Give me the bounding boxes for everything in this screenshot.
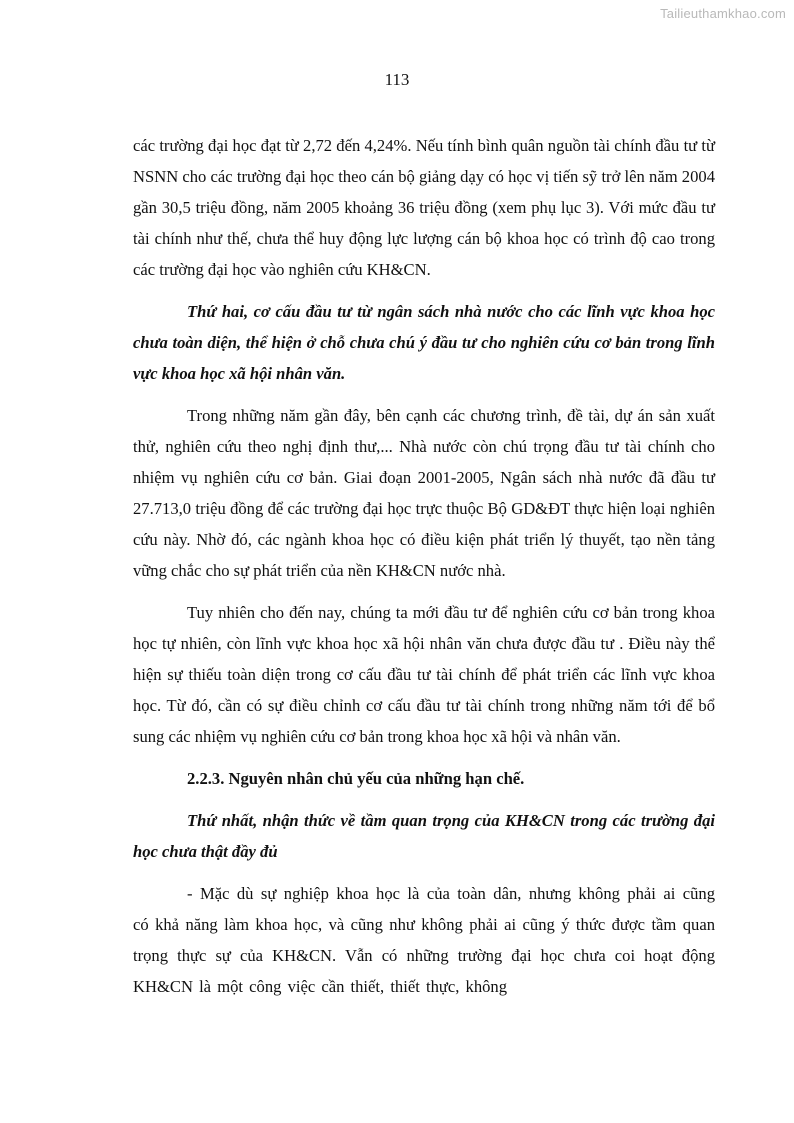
heading-first-point: Thứ nhất, nhận thức về tầm quan trọng của KH&CN trong các trường đại học chưa thật đầy đủ xyxy=(133,811,715,861)
watermark-text: Tailieuthamkhao.com xyxy=(660,6,786,21)
paragraph-awareness: - Mặc dù sự nghiệp khoa học là của toàn dân, nhưng không phải ai cũng có khả năng làm khoa học, và cũng như không phải ai cũng ý thức được tầm quan trọng thực sự của KH&CN. Vẫn có những trường đại học chưa coi hoạt động KH&CN là một công việc cần thiết, thiết thực, không xyxy=(133,884,715,996)
section-heading-2-2-3: 2.2.3. Nguyên nhân chủ yếu của những hạn chế. xyxy=(187,769,525,788)
paragraph-basic-research: Trong những năm gần đây, bên cạnh các chương trình, đề tài, dự án sản xuất thử, nghiên cứu theo nghị định thư,... Nhà nước còn chú trọng đầu tư tài chính cho nhiệm vụ nghiên cứu cơ bản. Giai đoạn 2001-2005, Ngân sách nhà nước đã đầu tư 27.713,0 triệu đồng để các trường đại học trực thuộc Bộ GD&ĐT thực hiện loại nghiên cứu này. Nhờ đó, các ngành khoa học có điều kiện phát triển lý thuyết, tạo nền tảng vững chắc cho sự phát triển của nền KH&CN nước nhà. xyxy=(133,406,715,580)
paragraph-social-sciences: Tuy nhiên cho đến nay, chúng ta mới đầu tư để nghiên cứu cơ bản trong khoa học tự nhiên, còn lĩnh vực khoa học xã hội nhân văn chưa được đầu tư . Điều này thể hiện sự thiếu toàn diện trong cơ cấu đầu tư tài chính để phát triển các lĩnh vực khoa học. Từ đó, cần có sự điều chỉnh cơ cấu đầu tư tài chính trong những năm tới để bổ sung các nhiệm vụ nghiên cứu cơ bản trong khoa học xã hội và nhân văn. xyxy=(133,603,715,746)
page-number: 113 xyxy=(384,70,410,89)
body-text xyxy=(133,130,715,1002)
paragraph-continuation: các trường đại học đạt từ 2,72 đến 4,24%. Nếu tính bình quân nguồn tài chính đầu tư từ NSNN cho các trường đại học theo cán bộ giảng dạy có học vị tiến sỹ trở lên năm 2004 gần 30,5 triệu đồng, năm 2005 khoảng 36 triệu đồng (xem phụ lục 3). Với mức đầu tư tài chính như thế, chưa thể huy động lực lượng cán bộ khoa học có trình độ cao trong các trường đại học vào nghiên cứu KH&CN. xyxy=(133,136,715,279)
heading-second-point: Thứ hai, cơ cấu đầu tư từ ngân sách nhà nước cho các lĩnh vực khoa học chưa toàn diện, thể hiện ở chỗ chưa chú ý đầu tư cho nghiên cứu cơ bản trong lĩnh vực khoa học xã hội nhân văn. xyxy=(133,302,715,383)
